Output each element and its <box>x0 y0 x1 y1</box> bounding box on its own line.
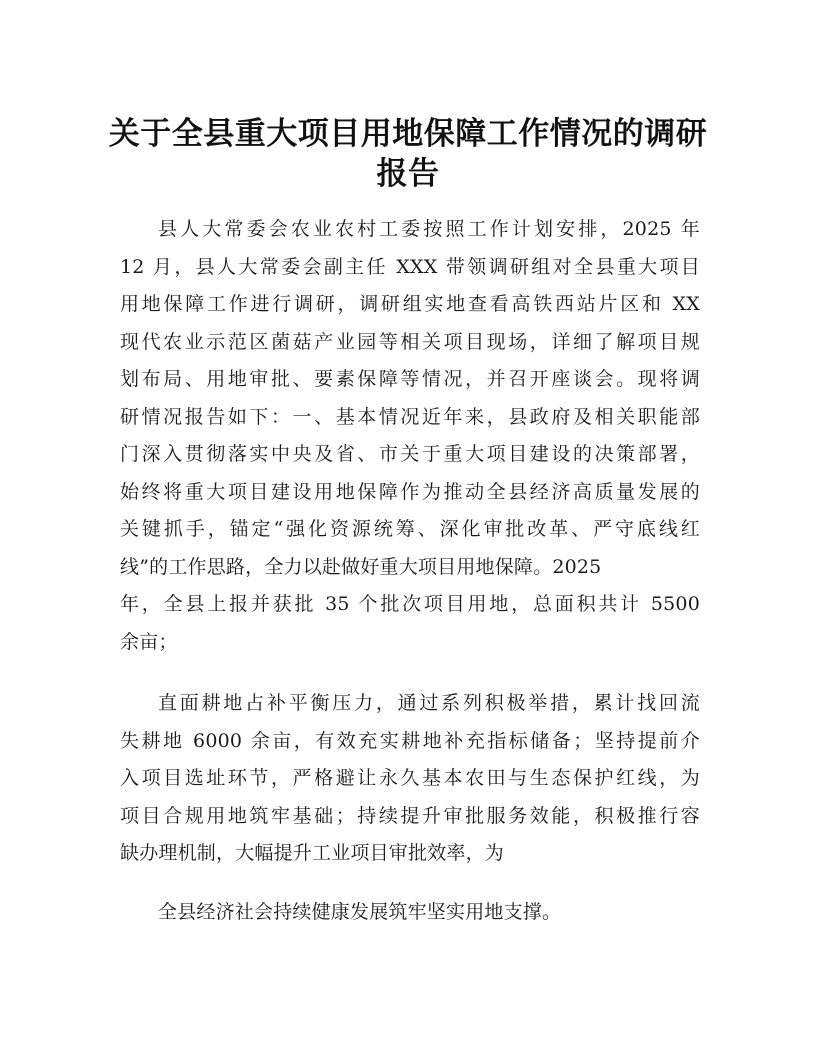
paragraph-line: 始终将重大项目建设用地保障作为推动全县经济高质量发展的 <box>120 480 700 503</box>
paragraph-line: 12 月，县人大常委会副主任 XXX 带领调研组对全县重大项目 <box>120 255 700 278</box>
paragraph-line: 项目合规用地筑牢基础；持续提升审批服务效能，积极推行容 <box>120 804 700 827</box>
document-title <box>100 114 716 194</box>
paragraph-line: 划布局、用地审批、要素保障等情况，并召开座谈会。现将调 <box>120 368 700 390</box>
paragraph-line: 线”的工作思路，全力以赴做好重大项目用地保障。2025 <box>120 555 602 578</box>
paragraph-line: 关键抓手，锚定“强化资源统筹、深化审批改革、严守底线红 <box>120 518 700 540</box>
paragraph-2 <box>120 685 700 873</box>
paragraph-line: 余亩； <box>120 630 178 653</box>
paragraph-line: 全县经济社会持续健康发展筑牢坚实用地支撑。 <box>158 901 562 923</box>
paragraph-line: 县人大常委会农业农村工委按照工作计划安排，2025 年 <box>158 218 700 240</box>
paragraph-1 <box>120 211 700 661</box>
paragraph-line: 现代农业示范区菌菇产业园等相关项目现场，详细了解项目规 <box>120 330 700 353</box>
paragraph-line: 研情况报告如下：一、基本情况近年来，县政府及相关职能部 <box>120 405 700 428</box>
title-line-2: 报告 <box>376 156 440 192</box>
paragraph-line: 年，全县上报并获批 35 个批次项目用地，总面积共计 5500 <box>120 593 700 615</box>
title-line-1: 关于全县重大项目用地保障工作情况的调研 <box>108 116 708 152</box>
paragraph-line: 失耕地 6000 余亩，有效充实耕地补充指标储备；坚持提前介 <box>120 729 700 752</box>
paragraph-line: 直面耕地占补平衡压力，通过系列积极举措，累计找回流 <box>158 692 700 714</box>
paragraph-line: 门深入贯彻落实中央及省、市关于重大项目建设的决策部署， <box>120 443 700 465</box>
paragraph-3 <box>120 894 700 932</box>
paragraph-line: 入项目选址环节，严格避让永久基本农田与生态保护红线，为 <box>120 767 700 789</box>
paragraph-line: 缺办理机制，大幅提升工业项目审批效率，为 <box>120 842 505 864</box>
paragraph-line: 用地保障工作进行调研，调研组实地查看高铁西站片区和 XX <box>120 293 700 315</box>
